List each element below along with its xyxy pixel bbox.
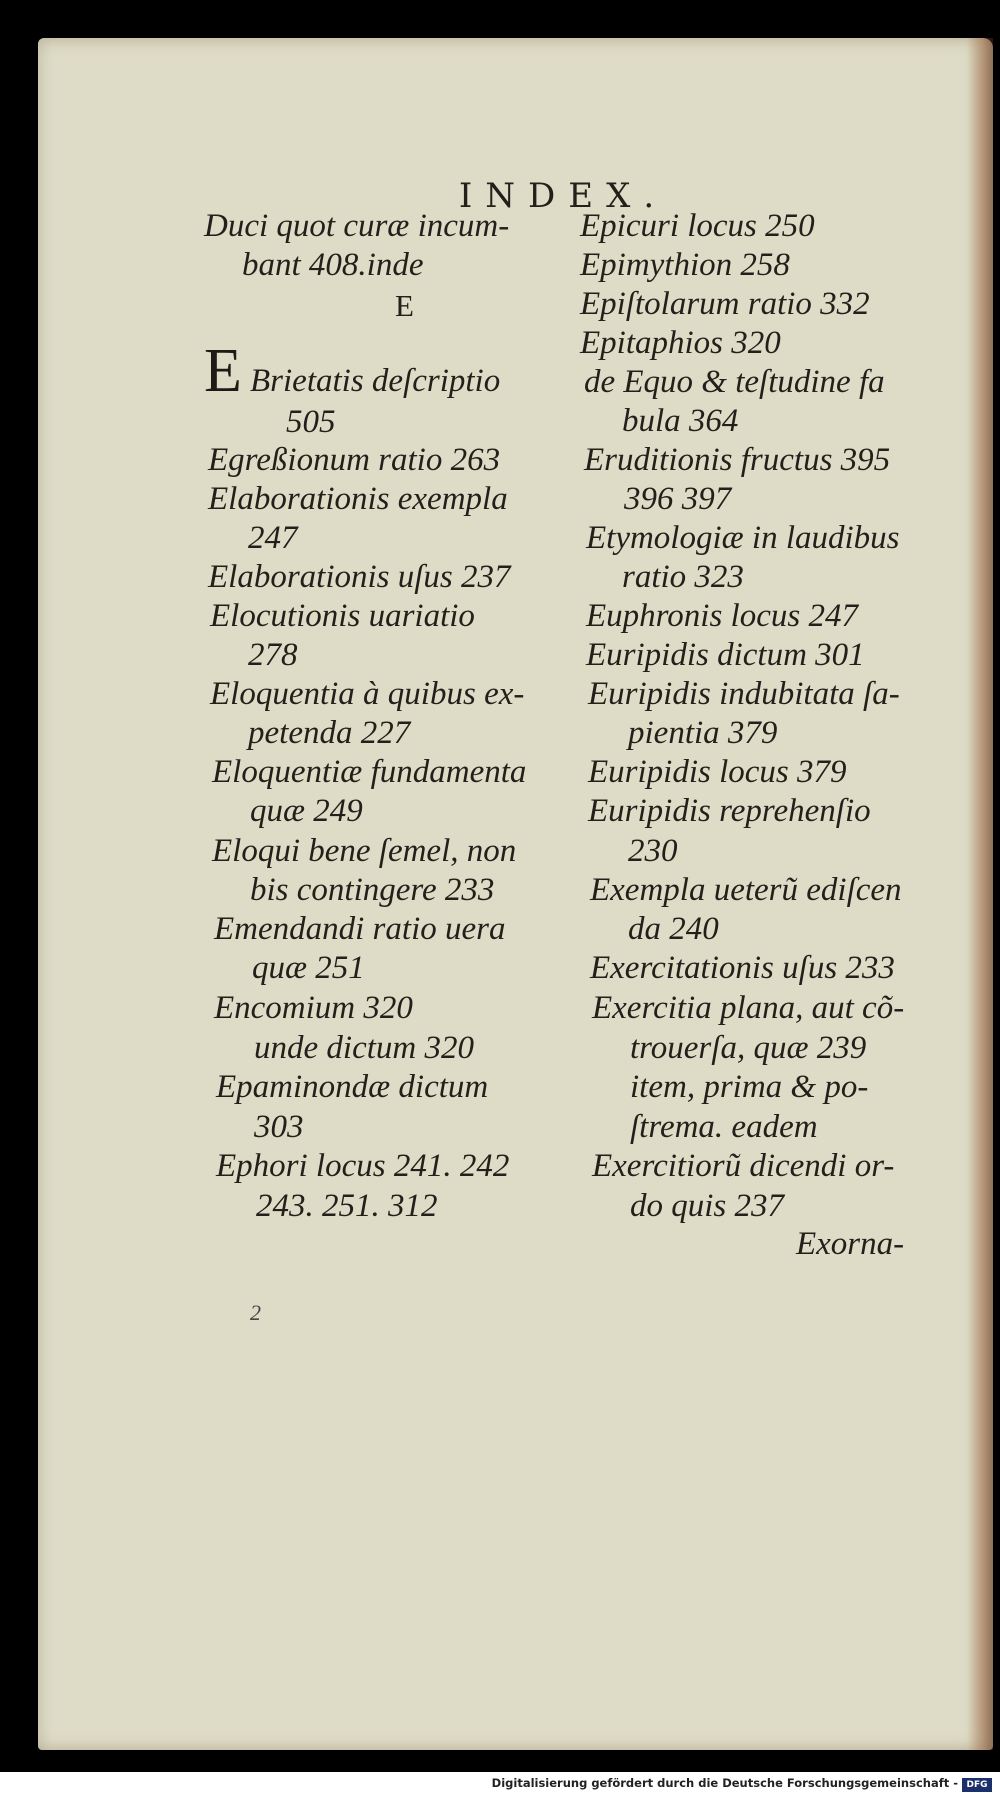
left-entry: quæ 251 — [252, 950, 365, 986]
catchword: Exorna- — [796, 1226, 905, 1262]
right-entry: pientia 379 — [628, 715, 778, 751]
left-entry: Eloquentiæ fundamenta — [212, 754, 527, 790]
right-entry: da 240 — [628, 911, 719, 947]
left-entry: Ephori locus 241. 242 — [216, 1148, 510, 1184]
left-entry: bant 408.inde — [242, 247, 424, 283]
right-entry: 396 397 — [624, 481, 732, 517]
right-entry: 230 — [628, 833, 678, 869]
footer-credit: Digitalisierung gefördert durch die Deutsche Forschungsgemeinschaft - — [491, 1776, 958, 1790]
left-entry: Encomium 320 — [214, 990, 413, 1026]
right-entry: Epimythion 258 — [580, 247, 790, 283]
right-entry: Euripidis indubitata ſa- — [588, 676, 900, 712]
left-entry: Eloqui bene ſemel, non — [212, 833, 517, 869]
left-entry: 243. 251. 312 — [256, 1188, 438, 1224]
book-page — [38, 38, 993, 1750]
left-entry: unde dictum 320 — [254, 1030, 474, 1066]
signature-mark: 2 — [250, 1300, 261, 1325]
right-entry: Exempla ueterũ ediſcen — [590, 872, 902, 908]
right-entry: ſtrema. eadem — [630, 1109, 818, 1145]
page-edge — [967, 38, 993, 1750]
left-entry: 278 — [248, 637, 298, 673]
page-header: INDEX. — [458, 176, 668, 216]
right-entry: Euripidis locus 379 — [588, 754, 847, 790]
right-entry: do quis 237 — [630, 1188, 785, 1224]
right-entry: Euripidis dictum 301 — [586, 637, 865, 673]
drop-cap: E — [204, 337, 242, 405]
left-entry: Epaminondæ dictum — [216, 1069, 489, 1105]
right-entry: bula 364 — [622, 403, 739, 439]
right-entry: item, prima & po- — [630, 1069, 869, 1105]
dfg-logo: DFG — [962, 1778, 992, 1792]
left-entry: Emendandi ratio uera — [214, 911, 506, 947]
right-entry: Euripidis reprehenſio — [588, 793, 871, 829]
left-entry: Elaborationis exempla — [208, 481, 508, 517]
right-entry: Epitaphios 320 — [580, 325, 781, 361]
left-entry: Elaborationis uſus 237 — [208, 559, 511, 595]
left-entry: Egreßionum ratio 263 — [208, 442, 501, 478]
right-entry: Epiſtolarum ratio 332 — [580, 286, 870, 322]
left-entry: Elocutionis uariatio — [210, 598, 475, 634]
section-letter: E — [395, 288, 414, 323]
left-entry: petenda 227 — [248, 715, 411, 751]
right-entry: trouerſa, quæ 239 — [630, 1030, 867, 1066]
left-entry: 505 — [286, 404, 336, 440]
right-entry: Eruditionis fructus 395 — [584, 442, 891, 478]
right-entry: Exercitia plana, aut cõ- — [592, 990, 905, 1026]
left-entry: Eloquentia à quibus ex- — [210, 676, 525, 712]
left-entry: Brietatis deſcriptio — [250, 363, 501, 399]
left-entry: 303 — [254, 1109, 304, 1145]
right-entry: ratio 323 — [622, 559, 744, 595]
left-entry: Duci quot curæ incum- — [204, 208, 510, 244]
digitization-footer — [0, 1772, 1000, 1800]
right-entry: de Equo & teſtudine fa — [584, 364, 885, 400]
right-entry: Exercitationis uſus 233 — [590, 950, 895, 986]
right-entry: Exercitiorũ dicendi or- — [592, 1148, 895, 1184]
left-entry: 247 — [248, 520, 298, 556]
left-entry: bis contingere 233 — [250, 872, 495, 908]
left-entry: quæ 249 — [250, 793, 363, 829]
right-entry: Epicuri locus 250 — [580, 208, 815, 244]
right-entry: Euphronis locus 247 — [586, 598, 858, 634]
right-entry: Etymologiæ in laudibus — [586, 520, 900, 556]
